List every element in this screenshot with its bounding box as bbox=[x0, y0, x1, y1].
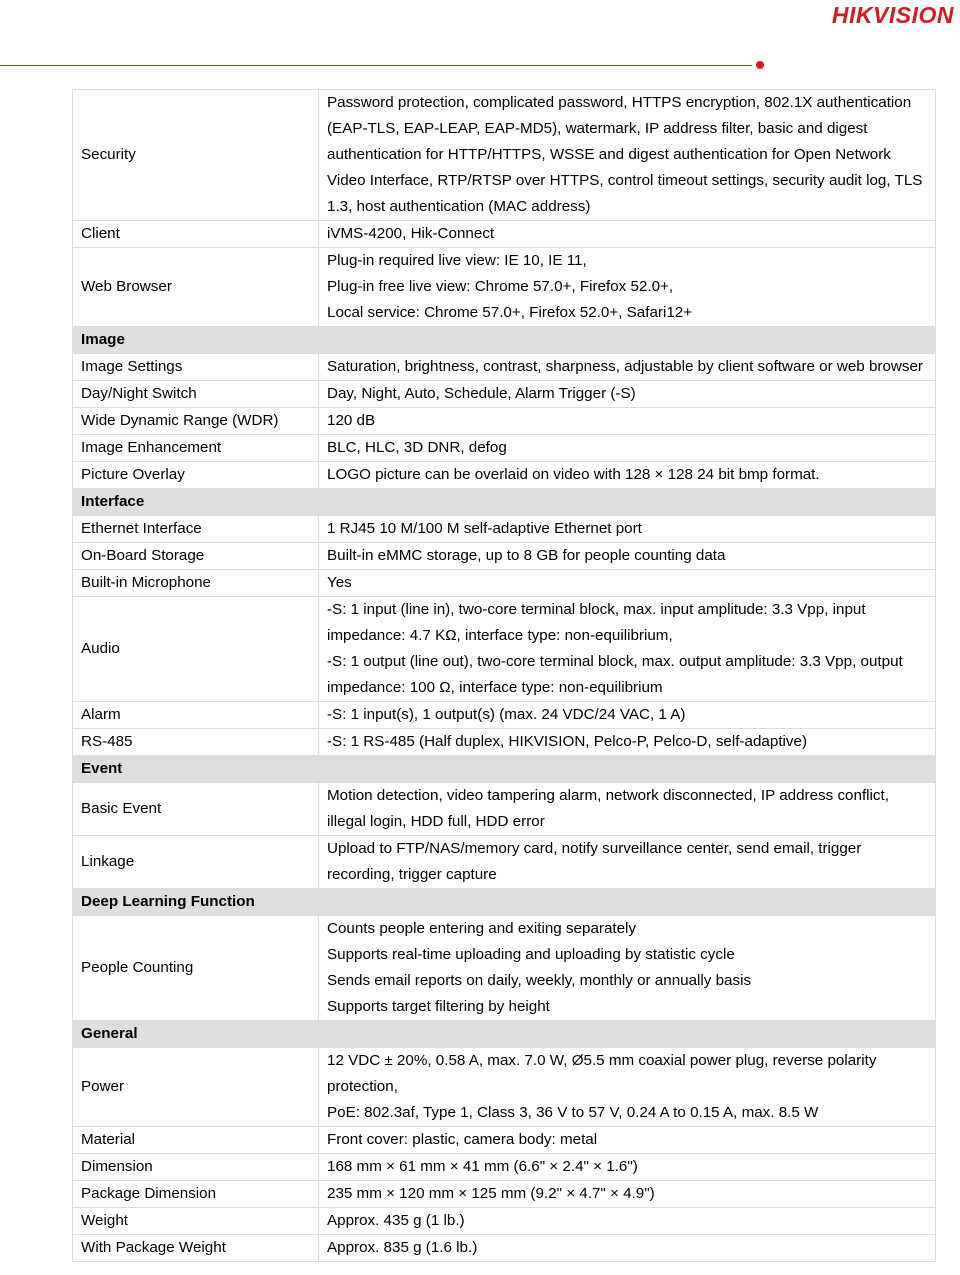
section-title: Deep Learning Function bbox=[73, 889, 319, 916]
spec-label: Built-in Microphone bbox=[73, 570, 319, 597]
spec-value-line: Built-in eMMC storage, up to 8 GB for people counting data bbox=[327, 547, 726, 564]
section-spacer bbox=[319, 1021, 936, 1048]
section-header-row bbox=[73, 756, 936, 783]
spec-row bbox=[73, 408, 936, 435]
spec-label: Image Enhancement bbox=[73, 435, 319, 462]
spec-value-line: Yes bbox=[327, 574, 352, 591]
spec-value-line: Saturation, brightness, contrast, sharpness, adjustable by client software or web browser bbox=[327, 358, 923, 375]
spec-row bbox=[73, 702, 936, 729]
section-title: Image bbox=[73, 327, 319, 354]
section-spacer bbox=[319, 889, 936, 916]
spec-label: RS-485 bbox=[73, 729, 319, 756]
spec-label: Power bbox=[73, 1048, 319, 1127]
spec-row bbox=[73, 1127, 936, 1154]
spec-row bbox=[73, 90, 936, 221]
spec-row bbox=[73, 354, 936, 381]
spec-value-line: Plug-in free live view: Chrome 57.0+, Firefox 52.0+, bbox=[327, 278, 674, 295]
spec-label: Package Dimension bbox=[73, 1181, 319, 1208]
spec-row bbox=[73, 1181, 936, 1208]
spec-value bbox=[319, 783, 936, 836]
spec-label: Material bbox=[73, 1127, 319, 1154]
header-divider-dot bbox=[756, 61, 764, 69]
spec-label: People Counting bbox=[73, 916, 319, 1021]
spec-row bbox=[73, 462, 936, 489]
spec-value-line: Upload to FTP/NAS/memory card, notify surveillance center, send email, trigger recording, trigger capture bbox=[327, 840, 862, 883]
spec-value-line: Front cover: plastic, camera body: metal bbox=[327, 1131, 598, 1148]
spec-value bbox=[319, 435, 936, 462]
spec-value bbox=[319, 1154, 936, 1181]
section-header-row bbox=[73, 327, 936, 354]
spec-row bbox=[73, 783, 936, 836]
spec-value bbox=[319, 248, 936, 327]
spec-value-line: Sends email reports on daily, weekly, monthly or annually basis bbox=[327, 972, 752, 989]
spec-value bbox=[319, 90, 936, 221]
spec-value-line: -S: 1 input(s), 1 output(s) (max. 24 VDC/24 VAC, 1 A) bbox=[327, 706, 686, 723]
section-spacer bbox=[319, 756, 936, 783]
spec-value-line: -S: 1 output (line out), two-core terminal block, max. output amplitude: 3.3 Vpp, output impedance: 100 Ω, interface type: non-equilibrium bbox=[327, 653, 903, 696]
spec-row bbox=[73, 248, 936, 327]
spec-label: Picture Overlay bbox=[73, 462, 319, 489]
spec-label: Web Browser bbox=[73, 248, 319, 327]
spec-value bbox=[319, 462, 936, 489]
spec-value bbox=[319, 597, 936, 702]
spec-value-line: -S: 1 input (line in), two-core terminal block, max. input amplitude: 3.3 Vpp, input impedance: 4.7 KΩ, interface type: non-equilibrium, bbox=[327, 601, 866, 644]
spec-label: On-Board Storage bbox=[73, 543, 319, 570]
spec-value-line: Approx. 835 g (1.6 lb.) bbox=[327, 1239, 478, 1256]
specification-table-body bbox=[73, 90, 936, 1262]
spec-value-line: Motion detection, video tampering alarm, network disconnected, IP address conflict, illegal login, HDD full, HDD error bbox=[327, 787, 889, 830]
spec-label: Basic Event bbox=[73, 783, 319, 836]
spec-label: Linkage bbox=[73, 836, 319, 889]
spec-value-line: 235 mm × 120 mm × 125 mm (9.2" × 4.7" × 4.9") bbox=[327, 1185, 655, 1202]
spec-value bbox=[319, 916, 936, 1021]
spec-value bbox=[319, 570, 936, 597]
spec-row bbox=[73, 1154, 936, 1181]
spec-value bbox=[319, 1181, 936, 1208]
section-header-row bbox=[73, 889, 936, 916]
spec-row bbox=[73, 381, 936, 408]
spec-value-line: Plug-in required live view: IE 10, IE 11, bbox=[327, 252, 587, 269]
spec-label: Security bbox=[73, 90, 319, 221]
spec-value bbox=[319, 1235, 936, 1262]
spec-label: Weight bbox=[73, 1208, 319, 1235]
spec-value bbox=[319, 1048, 936, 1127]
spec-row bbox=[73, 916, 936, 1021]
spec-value bbox=[319, 516, 936, 543]
spec-value-line: Supports real-time uploading and uploading by statistic cycle bbox=[327, 946, 735, 963]
spec-row bbox=[73, 435, 936, 462]
spec-value bbox=[319, 729, 936, 756]
spec-value-line: BLC, HLC, 3D DNR, defog bbox=[327, 439, 507, 456]
spec-value bbox=[319, 1127, 936, 1154]
spec-label: Day/Night Switch bbox=[73, 381, 319, 408]
section-title: General bbox=[73, 1021, 319, 1048]
spec-value-line: PoE: 802.3af, Type 1, Class 3, 36 V to 57 V, 0.24 A to 0.15 A, max. 8.5 W bbox=[327, 1104, 819, 1121]
spec-value bbox=[319, 543, 936, 570]
spec-value bbox=[319, 836, 936, 889]
spec-label: Audio bbox=[73, 597, 319, 702]
spec-value-line: Local service: Chrome 57.0+, Firefox 52.0+, Safari12+ bbox=[327, 304, 693, 321]
spec-value-line: -S: 1 RS-485 (Half duplex, HIKVISION, Pelco-P, Pelco-D, self-adaptive) bbox=[327, 733, 808, 750]
spec-label: Wide Dynamic Range (WDR) bbox=[73, 408, 319, 435]
spec-value bbox=[319, 408, 936, 435]
section-spacer bbox=[319, 489, 936, 516]
spec-label: With Package Weight bbox=[73, 1235, 319, 1262]
spec-row bbox=[73, 1235, 936, 1262]
section-spacer bbox=[319, 327, 936, 354]
specification-table bbox=[72, 89, 936, 1262]
spec-value-line: Password protection, complicated password, HTTPS encryption, 802.1X authentication (EAP-TLS, EAP-LEAP, EAP-MD5), watermark, IP address filter, basic and digest authentication for HTTP/HTTPS, WSSE and digest authentication for Open Network Video Interface, RTP/RTSP over HTTPS, control timeout settings, security audit log, TLS 1.3, host authentication (MAC address) bbox=[327, 94, 923, 215]
spec-value-line: Day, Night, Auto, Schedule, Alarm Trigger (-S) bbox=[327, 385, 636, 402]
section-header-row bbox=[73, 489, 936, 516]
spec-value bbox=[319, 381, 936, 408]
spec-row bbox=[73, 1048, 936, 1127]
spec-row bbox=[73, 836, 936, 889]
spec-row bbox=[73, 570, 936, 597]
spec-label: Alarm bbox=[73, 702, 319, 729]
spec-row bbox=[73, 543, 936, 570]
spec-value bbox=[319, 702, 936, 729]
spec-value bbox=[319, 1208, 936, 1235]
spec-row bbox=[73, 597, 936, 702]
spec-value-line: LOGO picture can be overlaid on video with 128 × 128 24 bit bmp format. bbox=[327, 466, 820, 483]
spec-value-line: 168 mm × 61 mm × 41 mm (6.6" × 2.4" × 1.6") bbox=[327, 1158, 638, 1175]
section-title: Interface bbox=[73, 489, 319, 516]
section-title: Event bbox=[73, 756, 319, 783]
spec-value-line: Approx. 435 g (1 lb.) bbox=[327, 1212, 465, 1229]
spec-label: Ethernet Interface bbox=[73, 516, 319, 543]
spec-value-line: Supports target filtering by height bbox=[327, 998, 550, 1015]
spec-label: Client bbox=[73, 221, 319, 248]
spec-value-line: 1 RJ45 10 M/100 M self-adaptive Ethernet port bbox=[327, 520, 642, 537]
spec-value-line: iVMS-4200, Hik-Connect bbox=[327, 225, 495, 242]
spec-value bbox=[319, 221, 936, 248]
spec-row bbox=[73, 729, 936, 756]
spec-value-line: Counts people entering and exiting separately bbox=[327, 920, 637, 937]
spec-label: Dimension bbox=[73, 1154, 319, 1181]
spec-value bbox=[319, 354, 936, 381]
spec-value-line: 120 dB bbox=[327, 412, 376, 429]
header-divider bbox=[0, 65, 752, 66]
hikvision-logo: HIKVISION bbox=[831, 2, 954, 28]
spec-row bbox=[73, 1208, 936, 1235]
spec-row bbox=[73, 516, 936, 543]
spec-label: Image Settings bbox=[73, 354, 319, 381]
section-header-row bbox=[73, 1021, 936, 1048]
spec-value-line: 12 VDC ± 20%, 0.58 A, max. 7.0 W, Ø5.5 mm coaxial power plug, reverse polarity protection, bbox=[327, 1052, 877, 1095]
spec-row bbox=[73, 221, 936, 248]
